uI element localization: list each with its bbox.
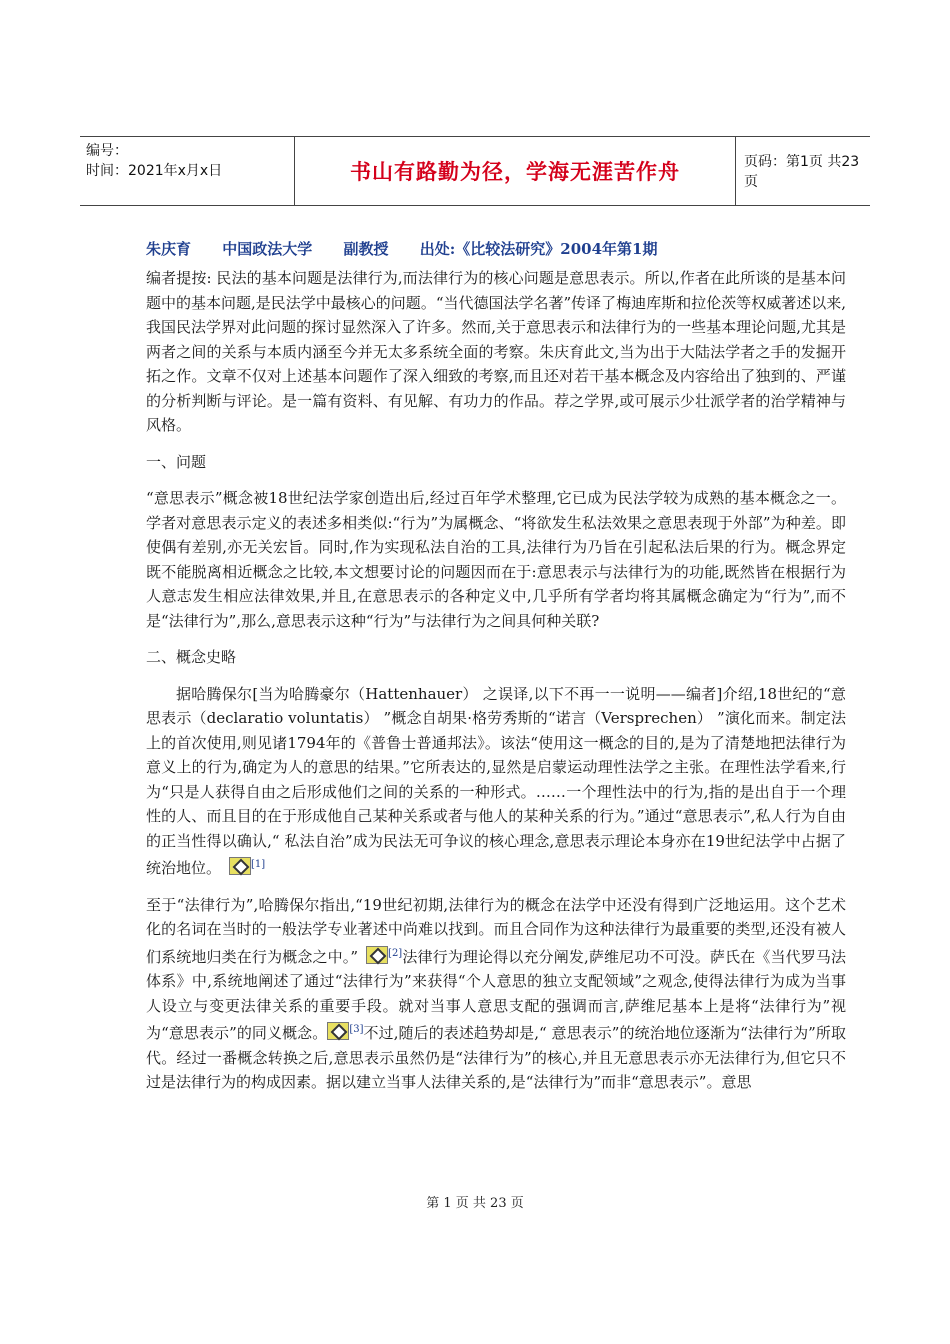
institution: 中国政法大学 bbox=[222, 240, 313, 258]
section-problem-text: “意思表示”概念被18世纪法学家创造出后,经过百年学术整理,它已成为民法学较为成熟的基本概念之一。学者对意思表示定义的表述多相类似:“行为”为属概念、“将欲发生私法效果之意思表现于外部”为种差。即使偶有差别,亦无关宏旨。同时,作为实现私法自治的工具,法律行为乃旨在引起私法后果的行为。概念界定既不能脱离相近概念之比较,本文想要讨论的问题因而在于:意思表示与法律行为的功能,既然皆在根据行为人意志发生相应法律效果,并且,在意思表示的各种定义中,几乎所有学者均将其属概念确定为“行为”,而不是“法律行为”,那么,意思表示这种“行为”与法律行为之间具何种关联? bbox=[146, 489, 846, 630]
history-paragraph-2a: 至于“法律行为”,哈腾保尔指出,“19世纪初期,法律行为的概念在法学中还没有得到广泛地运用。这个艺术化的名词在当时的一般法学专业著述中尚难以找到。而且合同作为这种法律行为最重要的类型,还没有被人们系统地归类在行为概念之中。” bbox=[146, 895, 846, 966]
author-name: 朱庆育 bbox=[146, 240, 192, 258]
section-heading-history: 二、概念史略 bbox=[146, 648, 237, 666]
document-header bbox=[80, 136, 870, 206]
time-label: 时间：2021年x月x日 bbox=[86, 163, 223, 179]
section-heading-problem: 一、问题 bbox=[146, 452, 207, 471]
footnote-ref-1[interactable]: [1] bbox=[251, 859, 266, 870]
source: 出处:《比较法研究》2004年第1期 bbox=[419, 240, 658, 258]
history-paragraph-1-text: 据哈腾保尔[当为哈腾豪尔（Hattenhauer） 之误译,以下不再一一说明——编者]介绍,18世纪的“意思表示（declaratio voluntatis） ”概念自胡果·格劳秀斯的“诺言（Versprechen） ”演化而来。制定法上的首次使用,则见诸1794年的《普鲁士普通邦法》。该法“使用这一概念的目的,是为了清楚地把法律行为意义上的行为,确定为人的意思的结果。”它所表达的,显然是启蒙运动理性法学之主张。在理性法学看来,行为“只是人获得自由之后形成他们之间的关系的一种形式。……一个理性法中的行为,指的是出自于一个理性的人、而且目的在于形成他自己某种关系或者与他人的某种关系的行为。”通过“意思表示”,私人行为自由的正当性得以确认,“ 私法自治”成为民法无可争议的核心理念,意思表示理论本身亦在19世纪法学中占据了统治地位。 bbox=[146, 684, 846, 877]
footnote-link-icon[interactable] bbox=[229, 857, 251, 875]
history-paragraph-2 bbox=[146, 893, 846, 1095]
serial-label: 编号： bbox=[86, 143, 128, 159]
history-paragraph-2c: 不过,随后的表述趋势却是,“ 意思表示”的统治地位逐渐为“法律行为”所取代。经过一番概念转换之后,意思表示虽然仍是“法律行为”的核心,并且无意思表示亦无法律行为,但它只不过是法律行为的构成因素。据以建立当事人法律关系的,是“法律行为”而非“意思表示”。意思 bbox=[146, 1024, 846, 1091]
header-meta bbox=[80, 137, 294, 205]
footnote-link-icon[interactable] bbox=[327, 1022, 349, 1040]
header-motto-cell bbox=[294, 137, 736, 205]
article-body bbox=[146, 266, 846, 1095]
footnote-link-icon[interactable] bbox=[366, 946, 388, 964]
byline bbox=[146, 238, 657, 259]
history-paragraph-1 bbox=[146, 682, 846, 881]
header-page-info-cell bbox=[736, 137, 870, 205]
editor-note: 编者提按: 民法的基本问题是法律行为,而法律行为的核心问题是意思表示。所以,作者在此所谈的是基本问题中的基本问题,是民法学中最核心的问题。“当代德国法学名著”传译了梅迪库斯和拉伦茨等权威著述以来,我国民法学界对此问题的探讨显然深入了许多。然而,关于意思表示和法律行为的一些基本理论问题,尤其是两者之间的关系与本质内涵至今并无太多系统全面的考察。朱庆育此文,当为出于大陆法学者之手的发掘开拓之作。文章不仅对上述基本问题作了深入细致的考察,而且还对若干基本概念及内容给出了独到的、严谨的分析判断与评论。是一篇有资料、有见解、有功力的作品。荐之学界,或可展示少壮派学者的治学精神与风格。 bbox=[146, 269, 846, 434]
history-paragraph-2b: 法律行为理论得以充分阐发,萨维尼功不可没。萨氏在《当代罗马法体系》中,系统地阐述了通过“法律行为”来获得“个人意思的独立支配领域”之观念,使得法律行为成为当事人设立与变更法律关系的重要手段。就对当事人意思支配的强调而言,萨维尼基本上是将“法律行为”视为“意思表示”的同义概念。 bbox=[146, 947, 846, 1042]
footnote-ref-3[interactable]: [3] bbox=[349, 1024, 364, 1035]
page-footer bbox=[0, 1192, 950, 1211]
motto: 书山有路勤为径，学海无涯苦作舟 bbox=[350, 159, 680, 184]
footnote-ref-2[interactable]: [2] bbox=[388, 947, 403, 959]
footer-page-number: 第 1 页 共 23 页 bbox=[426, 1196, 524, 1211]
author-title: 副教授 bbox=[343, 240, 389, 258]
page-info: 页码：第1页 共23页 bbox=[744, 154, 860, 190]
